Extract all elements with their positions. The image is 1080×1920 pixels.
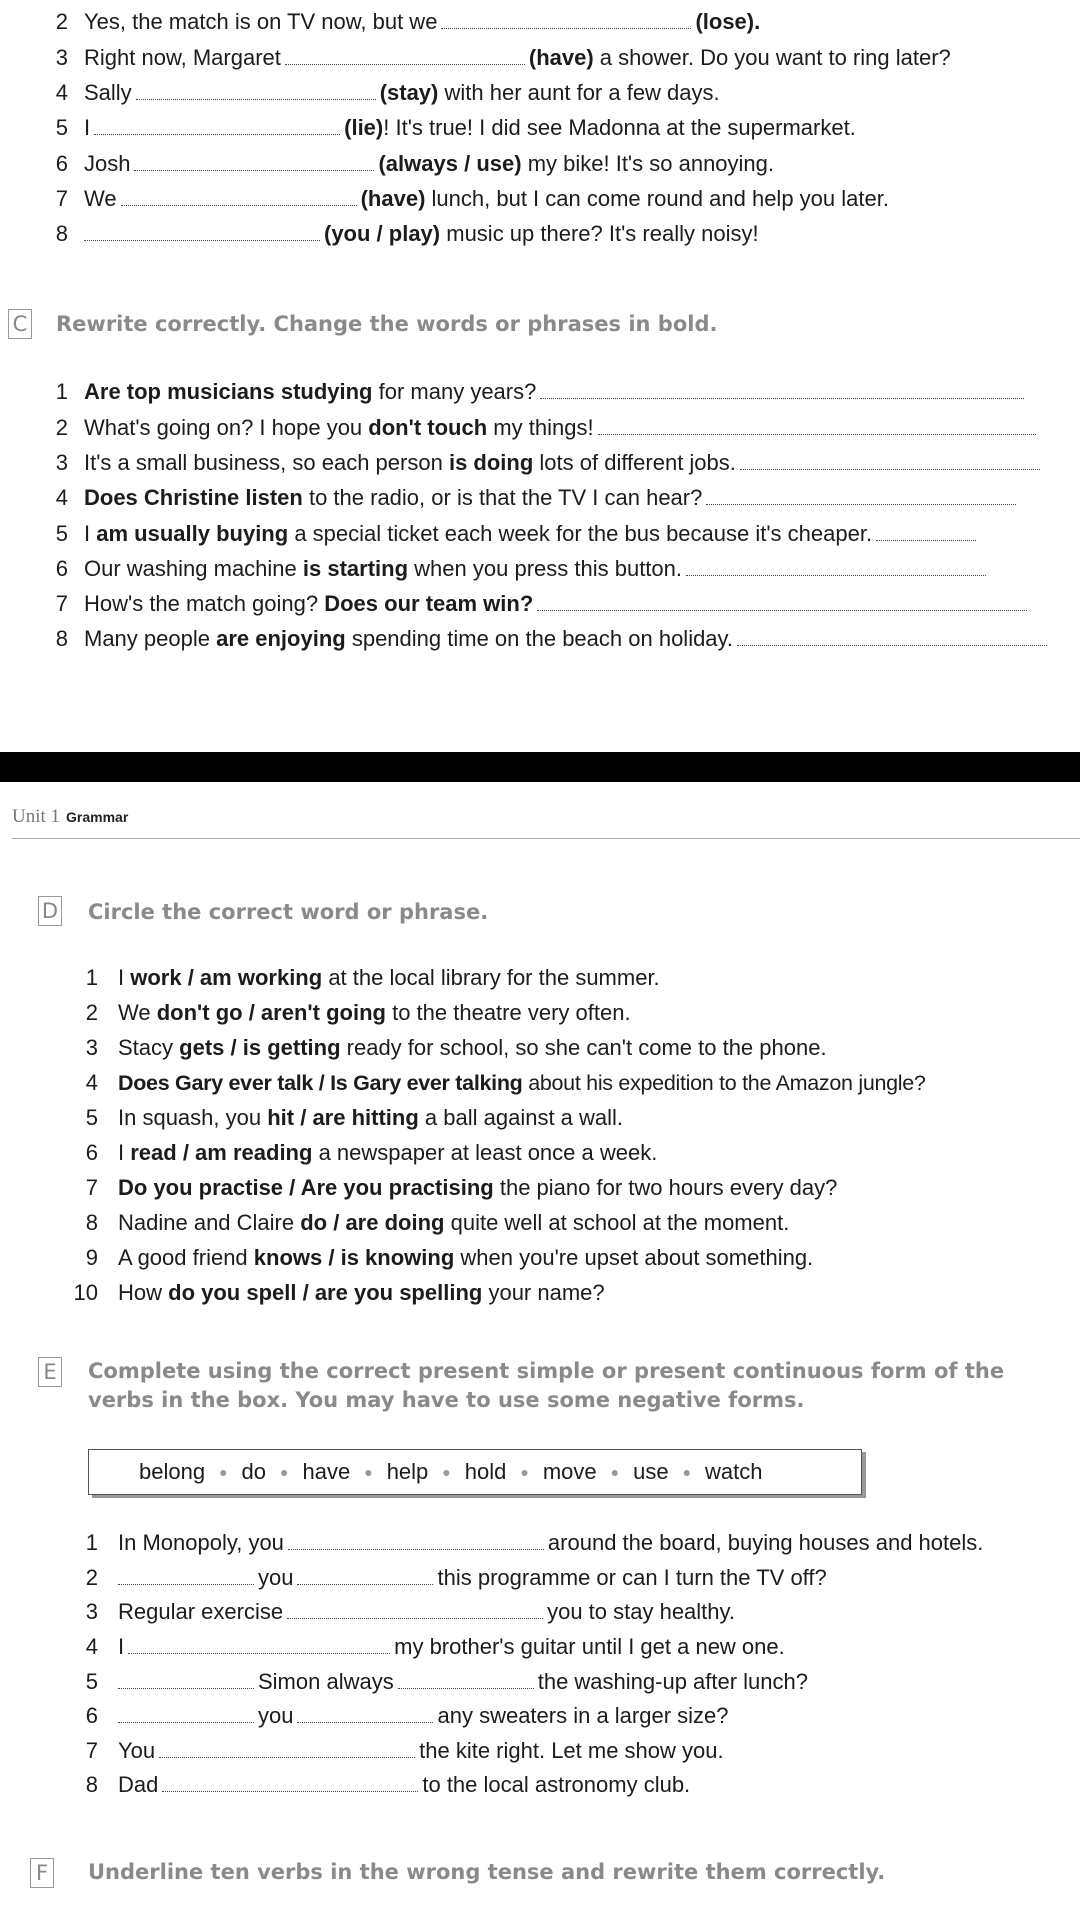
section-title: Circle the correct word or phrase. [88, 900, 489, 924]
answer-blank[interactable] [118, 1583, 254, 1585]
answer-blank[interactable] [118, 1687, 254, 1689]
bullet-icon: ● [280, 1464, 289, 1480]
section-title: Complete using the correct present simple or present continuous form of the [88, 1359, 1005, 1383]
running-header: Unit 1 Grammar [12, 806, 129, 827]
answer-blank[interactable] [287, 1617, 543, 1619]
bullet-icon: ● [682, 1464, 692, 1480]
word: belong [139, 1459, 206, 1484]
answer-blank[interactable] [686, 574, 986, 576]
answer-blank[interactable] [134, 169, 374, 171]
word: help [386, 1459, 429, 1484]
answer-blank[interactable] [297, 1721, 433, 1723]
word-box [88, 1449, 862, 1495]
word: have [302, 1459, 351, 1484]
word: hold [464, 1459, 507, 1484]
word: watch [705, 1459, 763, 1484]
answer-blank[interactable] [118, 1721, 254, 1723]
section-label: E [38, 1357, 62, 1387]
answer-blank[interactable] [159, 1756, 415, 1758]
answer-blank[interactable] [740, 468, 1040, 470]
answer-blank[interactable] [398, 1687, 534, 1689]
answer-blank[interactable] [540, 397, 1024, 399]
answer-blank[interactable] [94, 133, 340, 135]
bullet-icon: ● [610, 1464, 620, 1480]
section-label: F [30, 1858, 54, 1888]
answer-blank[interactable] [297, 1583, 433, 1585]
answer-blank[interactable] [737, 644, 1047, 646]
bullet-icon: ● [364, 1464, 373, 1480]
header-divider [12, 838, 1080, 839]
bullet-icon: ● [442, 1464, 451, 1480]
answer-blank[interactable] [121, 204, 357, 206]
page-break-bar [0, 752, 1080, 782]
answer-blank[interactable] [162, 1790, 418, 1792]
answer-blank[interactable] [441, 27, 691, 29]
answer-blank[interactable] [136, 98, 376, 100]
section-label: D [38, 896, 62, 926]
answer-blank[interactable] [285, 63, 525, 65]
section-title: Rewrite correctly. Change the words or phrases in bold. [56, 312, 718, 336]
answer-blank[interactable] [84, 239, 320, 241]
answer-blank[interactable] [706, 503, 1016, 505]
section-title: Underline ten verbs in the wrong tense and rewrite them correctly. [88, 1860, 886, 1884]
bullet-icon: ● [219, 1464, 228, 1480]
answer-blank[interactable] [288, 1548, 544, 1550]
section-title: verbs in the box. You may have to use some negative forms. [88, 1388, 805, 1412]
bullet-icon: ● [520, 1464, 529, 1480]
word: use [633, 1459, 669, 1484]
answer-blank[interactable] [537, 609, 1027, 611]
answer-blank[interactable] [598, 433, 1036, 435]
section-label: C [8, 309, 32, 339]
word: move [542, 1459, 597, 1484]
answer-blank[interactable] [876, 539, 976, 541]
word: do [241, 1459, 267, 1484]
answer-blank[interactable] [128, 1652, 390, 1654]
